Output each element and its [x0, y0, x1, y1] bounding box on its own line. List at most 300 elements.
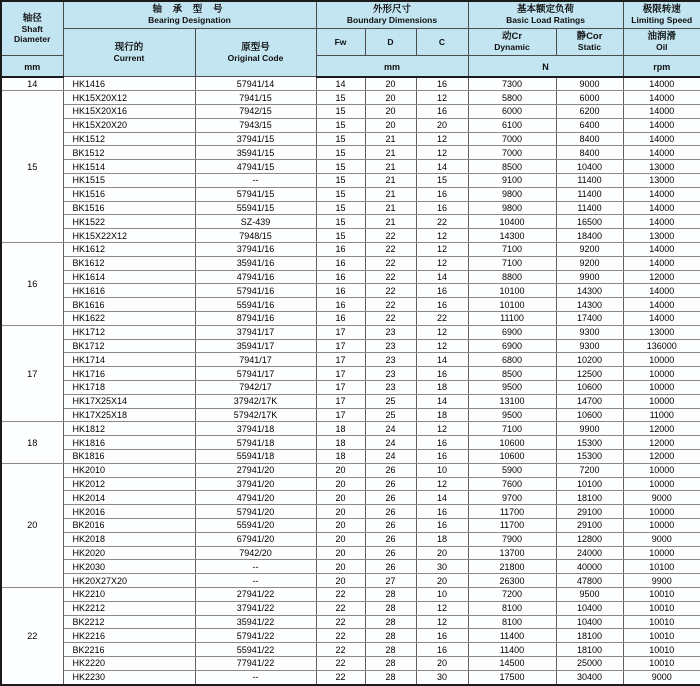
- cell-current: HK1612: [63, 243, 195, 257]
- cell-static: 6000: [556, 91, 623, 105]
- cell-static: 18400: [556, 229, 623, 243]
- cell-fw: 20: [316, 546, 365, 560]
- cell-static: 11400: [556, 174, 623, 188]
- cell-dynamic: 9500: [468, 381, 556, 395]
- cell-original: 37941/22: [195, 601, 316, 615]
- table-row: [1, 574, 700, 588]
- cell-fw: 15: [316, 160, 365, 174]
- cell-fw: 15: [316, 187, 365, 201]
- cell-oil: 9000: [623, 532, 700, 546]
- cell-original: 47941/16: [195, 270, 316, 284]
- cell-current: HK2210: [63, 587, 195, 601]
- cell-dynamic: 7300: [468, 77, 556, 91]
- table-row: [1, 187, 700, 201]
- cell-current: HK1816: [63, 436, 195, 450]
- cell-fw: 16: [316, 256, 365, 270]
- cell-original: 55941/22: [195, 643, 316, 657]
- boundary-dimensions-label-zh: 外形尺寸: [372, 4, 411, 16]
- cell-oil: 13000: [623, 325, 700, 339]
- cell-d: 20: [365, 91, 416, 105]
- col-header-original-code: [195, 28, 316, 77]
- cell-c: 12: [416, 146, 468, 160]
- col-header-oil: [623, 28, 700, 55]
- cell-current: BK2212: [63, 615, 195, 629]
- cell-original: 55941/18: [195, 450, 316, 464]
- oil-label-zh: 油润滑: [647, 31, 677, 42]
- cell-original: 35941/22: [195, 615, 316, 629]
- cell-current: HK2010: [63, 463, 195, 477]
- cell-static: 17400: [556, 312, 623, 326]
- cell-original: 7941/15: [195, 91, 316, 105]
- cell-current: HK1622: [63, 312, 195, 326]
- cell-d: 21: [365, 160, 416, 174]
- cell-oil: 14000: [623, 312, 700, 326]
- static-label-zh: 静Cor: [576, 31, 603, 42]
- table-row: [1, 505, 700, 519]
- cell-original: 37941/18: [195, 422, 316, 436]
- cell-dynamic: 6800: [468, 353, 556, 367]
- cell-fw: 18: [316, 422, 365, 436]
- table-row: [1, 284, 700, 298]
- shaft-diameter-cell: 16: [1, 243, 63, 326]
- cell-static: 7200: [556, 463, 623, 477]
- cell-c: 16: [416, 298, 468, 312]
- cell-current: HK2220: [63, 656, 195, 670]
- cell-c: 18: [416, 532, 468, 546]
- cell-d: 22: [365, 256, 416, 270]
- current-label-zh: 现行的: [114, 41, 144, 53]
- cell-current: HK15X22X12: [63, 229, 195, 243]
- table-row: [1, 91, 700, 105]
- cell-current: HK17X25X14: [63, 394, 195, 408]
- cell-current: BK1512: [63, 146, 195, 160]
- cell-original: 57941/22: [195, 629, 316, 643]
- cell-static: 24000: [556, 546, 623, 560]
- table-row: [1, 587, 700, 601]
- cell-c: 10: [416, 587, 468, 601]
- table-row: [1, 670, 700, 684]
- cell-current: HK17X25X18: [63, 408, 195, 422]
- cell-current: BK1516: [63, 201, 195, 215]
- cell-static: 18100: [556, 629, 623, 643]
- cell-current: HK20X27X20: [63, 574, 195, 588]
- cell-original: 47941/15: [195, 160, 316, 174]
- boundary-dimensions-label-en: Boundary Dimensions: [346, 15, 438, 26]
- cell-fw: 17: [316, 394, 365, 408]
- d-label: D: [387, 36, 394, 47]
- cell-current: HK1514: [63, 160, 195, 174]
- cell-d: 28: [365, 643, 416, 657]
- cell-fw: 22: [316, 587, 365, 601]
- cell-d: 23: [365, 381, 416, 395]
- cell-d: 21: [365, 132, 416, 146]
- cell-current: HK1515: [63, 174, 195, 188]
- cell-d: 23: [365, 339, 416, 353]
- cell-dynamic: 6000: [468, 105, 556, 119]
- cell-oil: 10010: [623, 629, 700, 643]
- table-row: [1, 132, 700, 146]
- cell-static: 15300: [556, 450, 623, 464]
- cell-current: BK1616: [63, 298, 195, 312]
- cell-oil: 10010: [623, 601, 700, 615]
- cell-c: 12: [416, 325, 468, 339]
- col-header-shaft-diameter: [1, 1, 63, 55]
- cell-oil: 13000: [623, 160, 700, 174]
- col-header-static: [556, 28, 623, 55]
- cell-c: 30: [416, 670, 468, 684]
- table-row: [1, 615, 700, 629]
- table-row: [1, 174, 700, 188]
- cell-current: HK2012: [63, 477, 195, 491]
- cell-original: 47941/20: [195, 491, 316, 505]
- table-row: [1, 477, 700, 491]
- cell-d: 28: [365, 587, 416, 601]
- cell-original: 57941/17: [195, 367, 316, 381]
- cell-fw: 16: [316, 312, 365, 326]
- cell-static: 10400: [556, 160, 623, 174]
- cell-dynamic: 8100: [468, 615, 556, 629]
- cell-c: 20: [416, 656, 468, 670]
- cell-d: 22: [365, 284, 416, 298]
- table-row: [1, 394, 700, 408]
- cell-current: HK15X20X20: [63, 118, 195, 132]
- cell-dynamic: 7600: [468, 477, 556, 491]
- cell-static: 11400: [556, 187, 623, 201]
- cell-current: HK2020: [63, 546, 195, 560]
- cell-c: 20: [416, 546, 468, 560]
- cell-dynamic: 9700: [468, 491, 556, 505]
- cell-fw: 20: [316, 574, 365, 588]
- cell-c: 12: [416, 339, 468, 353]
- shaft-diameter-cell: 14: [1, 77, 63, 91]
- cell-d: 26: [365, 532, 416, 546]
- cell-oil: 14000: [623, 146, 700, 160]
- col-header-boundary-dimensions: [316, 1, 468, 28]
- table-row: [1, 353, 700, 367]
- cell-d: 22: [365, 312, 416, 326]
- cell-oil: 10000: [623, 394, 700, 408]
- cell-c: 16: [416, 105, 468, 119]
- cell-dynamic: 6900: [468, 325, 556, 339]
- cell-dynamic: 9100: [468, 174, 556, 188]
- cell-d: 22: [365, 270, 416, 284]
- cell-fw: 15: [316, 215, 365, 229]
- fw-label: Fw: [334, 36, 347, 47]
- cell-static: 9300: [556, 325, 623, 339]
- cell-oil: 9000: [623, 491, 700, 505]
- cell-fw: 20: [316, 477, 365, 491]
- col-header-bearing-designation: [63, 1, 316, 28]
- cell-current: HK2014: [63, 491, 195, 505]
- cell-oil: 10010: [623, 643, 700, 657]
- cell-oil: 136000: [623, 339, 700, 353]
- cell-d: 25: [365, 394, 416, 408]
- cell-fw: 22: [316, 629, 365, 643]
- cell-static: 9900: [556, 422, 623, 436]
- cell-fw: 18: [316, 450, 365, 464]
- cell-c: 15: [416, 174, 468, 188]
- cell-fw: 18: [316, 436, 365, 450]
- cell-static: 14700: [556, 394, 623, 408]
- table-row: [1, 450, 700, 464]
- col-header-c: [416, 28, 468, 55]
- cell-static: 15300: [556, 436, 623, 450]
- table-row: [1, 243, 700, 257]
- cell-original: 7948/15: [195, 229, 316, 243]
- cell-original: --: [195, 574, 316, 588]
- cell-d: 27: [365, 574, 416, 588]
- cell-d: 28: [365, 615, 416, 629]
- table-body: [1, 77, 700, 685]
- cell-original: 37941/20: [195, 477, 316, 491]
- cell-oil: 13000: [623, 174, 700, 188]
- cell-oil: 10000: [623, 519, 700, 533]
- c-label: C: [438, 36, 446, 47]
- cell-original: 55941/20: [195, 519, 316, 533]
- cell-oil: 14000: [623, 298, 700, 312]
- table-row: [1, 339, 700, 353]
- table-row: [1, 463, 700, 477]
- cell-original: --: [195, 174, 316, 188]
- cell-static: 9300: [556, 339, 623, 353]
- cell-c: 20: [416, 118, 468, 132]
- cell-c: 12: [416, 256, 468, 270]
- cell-c: 12: [416, 243, 468, 257]
- cell-oil: 12000: [623, 436, 700, 450]
- cell-d: 20: [365, 118, 416, 132]
- cell-static: 8400: [556, 146, 623, 160]
- original-code-label-zh: 原型号: [241, 41, 270, 53]
- cell-current: HK2216: [63, 629, 195, 643]
- cell-current: HK1812: [63, 422, 195, 436]
- cell-d: 26: [365, 491, 416, 505]
- table-row: [1, 532, 700, 546]
- table-header: [1, 1, 700, 77]
- cell-oil: 10100: [623, 560, 700, 574]
- unit-n-label: N: [542, 61, 549, 72]
- table-row: [1, 601, 700, 615]
- cell-dynamic: 11100: [468, 312, 556, 326]
- cell-static: 47800: [556, 574, 623, 588]
- cell-d: 21: [365, 174, 416, 188]
- col-header-limiting-speed: [623, 1, 700, 28]
- cell-oil: 14000: [623, 105, 700, 119]
- cell-c: 14: [416, 394, 468, 408]
- cell-original: 77941/22: [195, 656, 316, 670]
- cell-oil: 9000: [623, 670, 700, 684]
- cell-original: 35941/16: [195, 256, 316, 270]
- cell-d: 23: [365, 367, 416, 381]
- cell-static: 12500: [556, 367, 623, 381]
- cell-static: 14300: [556, 298, 623, 312]
- cell-static: 29100: [556, 519, 623, 533]
- table-row: [1, 519, 700, 533]
- cell-c: 16: [416, 187, 468, 201]
- cell-dynamic: 5900: [468, 463, 556, 477]
- cell-static: 12800: [556, 532, 623, 546]
- cell-c: 30: [416, 560, 468, 574]
- cell-current: HK1522: [63, 215, 195, 229]
- cell-c: 12: [416, 615, 468, 629]
- cell-fw: 15: [316, 118, 365, 132]
- unit-rpm-label: rpm: [653, 61, 671, 72]
- cell-c: 16: [416, 450, 468, 464]
- cell-oil: 14000: [623, 215, 700, 229]
- dynamic-label-en: Dynamic: [494, 42, 530, 52]
- cell-original: 57941/14: [195, 77, 316, 91]
- shaft-diameter-cell: 18: [1, 422, 63, 463]
- cell-dynamic: 14500: [468, 656, 556, 670]
- cell-d: 21: [365, 146, 416, 160]
- cell-current: HK1516: [63, 187, 195, 201]
- cell-original: 35941/15: [195, 146, 316, 160]
- cell-oil: 10000: [623, 546, 700, 560]
- cell-static: 10600: [556, 381, 623, 395]
- cell-dynamic: 17500: [468, 670, 556, 684]
- shaft-diameter-cell: 22: [1, 587, 63, 684]
- cell-oil: 14000: [623, 256, 700, 270]
- cell-d: 24: [365, 450, 416, 464]
- shaft-diameter-label-en2: Diameter: [14, 33, 51, 44]
- cell-original: 37941/16: [195, 243, 316, 257]
- cell-d: 28: [365, 601, 416, 615]
- cell-dynamic: 8800: [468, 270, 556, 284]
- cell-current: HK2230: [63, 670, 195, 684]
- unit-mm-label: mm: [24, 61, 41, 72]
- cell-oil: 14000: [623, 91, 700, 105]
- col-header-basic-load-ratings: [468, 1, 623, 28]
- cell-d: 26: [365, 463, 416, 477]
- cell-c: 12: [416, 422, 468, 436]
- oil-label-en: Oil: [656, 42, 668, 52]
- table-row: [1, 160, 700, 174]
- cell-static: 9200: [556, 256, 623, 270]
- cell-static: 18100: [556, 491, 623, 505]
- cell-current: BK2016: [63, 519, 195, 533]
- cell-static: 14300: [556, 284, 623, 298]
- cell-dynamic: 13100: [468, 394, 556, 408]
- cell-static: 11400: [556, 201, 623, 215]
- cell-static: 6200: [556, 105, 623, 119]
- cell-oil: 10010: [623, 656, 700, 670]
- dynamic-label-zh: 动Cr: [501, 31, 523, 42]
- shaft-diameter-label-zh: 轴径: [22, 12, 42, 24]
- cell-d: 23: [365, 353, 416, 367]
- cell-static: 9500: [556, 587, 623, 601]
- cell-static: 29100: [556, 505, 623, 519]
- cell-fw: 20: [316, 505, 365, 519]
- cell-static: 6400: [556, 118, 623, 132]
- basic-load-ratings-label-en: Basic Load Ratings: [506, 15, 585, 26]
- cell-fw: 22: [316, 601, 365, 615]
- table-row: [1, 229, 700, 243]
- cell-original: 55941/15: [195, 201, 316, 215]
- cell-original: 35941/17: [195, 339, 316, 353]
- cell-original: SZ-439: [195, 215, 316, 229]
- cell-fw: 15: [316, 91, 365, 105]
- cell-c: 12: [416, 477, 468, 491]
- cell-current: BK1712: [63, 339, 195, 353]
- cell-fw: 22: [316, 615, 365, 629]
- table-row: [1, 146, 700, 160]
- cell-fw: 16: [316, 298, 365, 312]
- cell-d: 24: [365, 422, 416, 436]
- cell-original: 37942/17K: [195, 394, 316, 408]
- cell-dynamic: 10400: [468, 215, 556, 229]
- cell-oil: 10010: [623, 587, 700, 601]
- cell-dynamic: 10600: [468, 436, 556, 450]
- cell-dynamic: 6900: [468, 339, 556, 353]
- table-row: [1, 118, 700, 132]
- cell-fw: 20: [316, 519, 365, 533]
- cell-oil: 10000: [623, 505, 700, 519]
- cell-c: 16: [416, 519, 468, 533]
- cell-c: 12: [416, 91, 468, 105]
- cell-c: 12: [416, 132, 468, 146]
- cell-original: 57941/18: [195, 436, 316, 450]
- table-row: [1, 643, 700, 657]
- cell-fw: 15: [316, 201, 365, 215]
- unit-speed-rpm: [623, 55, 700, 77]
- cell-d: 21: [365, 215, 416, 229]
- table-row: [1, 215, 700, 229]
- shaft-diameter-cell: 17: [1, 325, 63, 422]
- shaft-diameter-label-en1: Shaft: [21, 23, 43, 34]
- col-header-d: [365, 28, 416, 55]
- cell-static: 9200: [556, 243, 623, 257]
- cell-c: 16: [416, 629, 468, 643]
- cell-fw: 17: [316, 325, 365, 339]
- original-code-label-en: Original Code: [227, 52, 284, 63]
- static-label-en: Static: [577, 42, 602, 52]
- cell-fw: 15: [316, 174, 365, 188]
- cell-dynamic: 11400: [468, 629, 556, 643]
- cell-d: 22: [365, 229, 416, 243]
- cell-static: 8400: [556, 132, 623, 146]
- unit-shaft-mm: [1, 55, 63, 77]
- cell-original: 7942/20: [195, 546, 316, 560]
- cell-dynamic: 5800: [468, 91, 556, 105]
- cell-original: 57941/15: [195, 187, 316, 201]
- cell-original: 7942/15: [195, 105, 316, 119]
- cell-dynamic: 8500: [468, 367, 556, 381]
- cell-d: 24: [365, 436, 416, 450]
- cell-fw: 20: [316, 532, 365, 546]
- shaft-diameter-cell: 20: [1, 463, 63, 587]
- cell-d: 20: [365, 77, 416, 91]
- cell-c: 12: [416, 229, 468, 243]
- cell-dynamic: 7000: [468, 132, 556, 146]
- cell-static: 16500: [556, 215, 623, 229]
- cell-c: 22: [416, 215, 468, 229]
- cell-dynamic: 11700: [468, 519, 556, 533]
- cell-original: 67941/20: [195, 532, 316, 546]
- table-row: [1, 422, 700, 436]
- cell-c: 14: [416, 353, 468, 367]
- cell-original: 57942/17K: [195, 408, 316, 422]
- cell-c: 10: [416, 463, 468, 477]
- cell-oil: 12000: [623, 270, 700, 284]
- cell-oil: 10000: [623, 477, 700, 491]
- cell-fw: 16: [316, 284, 365, 298]
- cell-d: 23: [365, 325, 416, 339]
- cell-d: 25: [365, 408, 416, 422]
- cell-original: 7942/17: [195, 381, 316, 395]
- cell-fw: 17: [316, 353, 365, 367]
- cell-fw: 15: [316, 105, 365, 119]
- cell-static: 10600: [556, 408, 623, 422]
- cell-d: 26: [365, 560, 416, 574]
